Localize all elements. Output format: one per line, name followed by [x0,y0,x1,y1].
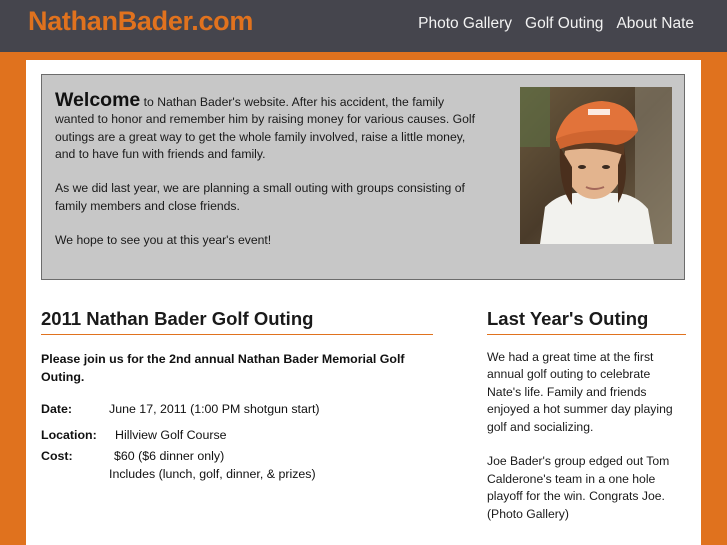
last-year-title: Last Year's Outing [487,308,686,335]
welcome-paragraph-1 [55,89,485,163]
location-label: Location: [41,427,97,442]
last-year-paragraph-1: We had a great time at the first annual golf outing to celebrate Nate's life. Family and friends enjoyed a hot summer day playing golf and socializing. [487,350,673,434]
golf-outing-section [41,308,433,483]
welcome-heading: Welcome [55,89,141,111]
golf-outing-intro: Please join us for the 2nd annual Nathan Bader Memorial Golf Outing. [41,352,405,384]
welcome-intro: to Nathan Bader's website. After his accident, the family wanted to honor and remember him by raising money for various causes. Golf outings are a great way to get the whole family involved, raise a little money, and to have fun with friends and family. [55,95,475,161]
location-row [41,427,433,445]
welcome-paragraph-3: We hope to see you at this year's event! [55,233,272,248]
golf-outing-title: 2011 Nathan Bader Golf Outing [41,308,433,335]
nav-golf-outing[interactable]: Golf Outing [525,15,604,32]
cost-value: $60 ($6 dinner only) [114,449,225,463]
welcome-paragraph-2: As we did last year, we are planning a small outing with groups consisting of family members and close friends. [55,181,465,213]
golf-outing-details [41,401,433,483]
date-value: June 17, 2011 (1:00 PM shotgun start) [109,402,320,416]
main-nav [405,15,694,33]
cost-row [41,448,433,483]
cost-includes: Includes (lunch, golf, dinner, & prizes) [109,466,316,481]
nathan-photo [520,87,672,244]
date-row [41,401,433,419]
last-year-section [487,308,686,540]
last-year-text [487,349,686,523]
content-area [26,60,701,545]
nav-about-nate[interactable]: About Nate [616,15,694,32]
last-year-paragraph-2: Joe Bader's group edged out Tom Calderone's team in a one hole playoff for the win. Congrats Joe. (Photo Gallery) [487,454,670,521]
welcome-text [55,89,485,267]
cost-label: Cost: [41,449,73,463]
welcome-box [41,74,685,280]
site-header [0,0,727,52]
date-label: Date: [41,402,72,416]
site-logo[interactable]: NathanBader.com [28,6,254,36]
nav-photo-gallery[interactable]: Photo Gallery [418,15,513,32]
location-value: Hillview Golf Course [115,427,227,442]
portrait-illustration [520,87,672,244]
